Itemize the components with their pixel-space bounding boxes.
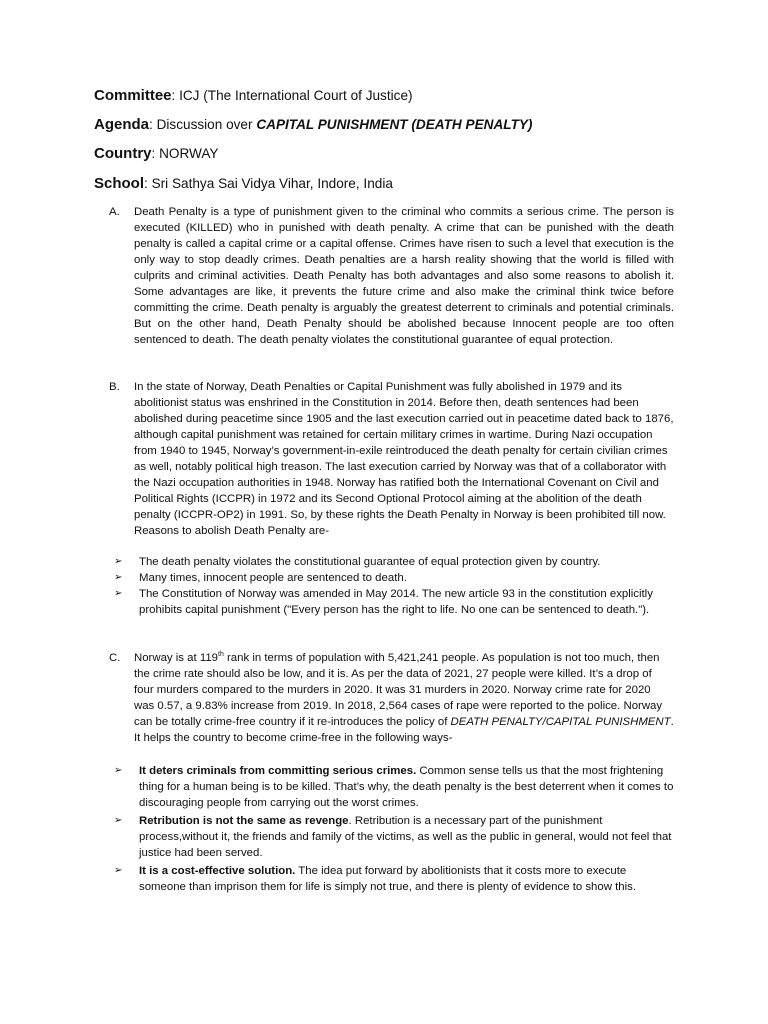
- section-a: [109, 204, 674, 348]
- country-label: Country: [94, 145, 152, 162]
- country-value: NORWAY: [159, 146, 219, 161]
- section-c-italic: DEATH PENALTY/CAPITAL PUNISHMENT: [450, 716, 671, 728]
- list-item: [114, 586, 676, 618]
- arrow-bullet-icon: ➢: [114, 556, 123, 567]
- bullet-text: . Retribution is a necessary part of the punishment process,without it, the friends and family of the victims, as well as the public in general, would not feel that justice had been served.: [139, 815, 672, 859]
- section-c: [109, 650, 674, 746]
- school-line: School: Sri Sathya Sai Vidya Vihar, Indore, India: [94, 175, 393, 192]
- school-value: Sri Sathya Sai Vidya Vihar, Indore, India: [151, 176, 393, 191]
- bullet-bold-lead: It deters criminals from committing serious crimes.: [139, 765, 417, 777]
- list-item: [114, 763, 676, 811]
- bullet-text: Many times, innocent people are sentenced to death.: [139, 572, 407, 584]
- section-c-bullet-list: [114, 763, 676, 897]
- arrow-bullet-icon: ➢: [114, 815, 123, 826]
- bullet-text: Common sense tells us that the most frightening thing for a human being is to be killed. That’s why, the death penalty is the best deterrent when it comes to discouraging people from carrying out the worst crimes.: [139, 765, 674, 809]
- school-label: School: [94, 175, 145, 192]
- agenda-emphasis: CAPITAL PUNISHMENT (DEATH PENALTY): [256, 117, 533, 132]
- section-b-bullet-list: [114, 554, 676, 618]
- section-b: [109, 379, 674, 539]
- bullet-text: The Constitution of Norway was amended in May 2014. The new article 93 in the constitution explicitly prohibits capital punishment ("Every person has the right to life. No one can be sentenced to death.").: [139, 588, 653, 616]
- arrow-bullet-icon: ➢: [114, 572, 123, 583]
- agenda-label: Agenda: [94, 116, 150, 133]
- section-b-marker: B.: [109, 381, 120, 393]
- section-a-text: Death Penalty is a type of punishment given to the criminal who commits a serious crime. The person is executed (KILLED) who in punished with death penalty. A crime that can be punished with the death penalty is called a capital crime or a capital offense. Crimes have risen to such a level that execution is the only way to stop deadly crimes. Death penalties are a harsh reality showing that the world is filled with culprits and criminal activities. Death Penalty has both advantages and also some reasons to abolish it. Some advantages are like, it prevents the future crime and also make the criminal think twice before committing the crime. Death penalty is arguably the greatest deterrent to criminals and potential criminals. But on the other hand, Death Penalty should be abolished because Innocent people are too often sentenced to death. The death penalty violates the constitutional guarantee of equal protection.: [134, 206, 674, 346]
- bullet-text: The death penalty violates the constitutional guarantee of equal protection given by country.: [139, 556, 601, 568]
- section-c-text-mid: rank in terms of population with 5,421,241 people. As population is not too much, then the crime rate should also be low, and it is. As per the data of 2021, 27 people were killed. It’s a drop of four murders compared to the murders in 2020. It was 31 murders in 2020. Norway crime rate for 2020 was 0.57, a 9.83% increase from 2019. In 2018, 2,564 cases of rape were reported to the police. Norway can be totally crime-free country if it re-introduces the policy of: [134, 652, 663, 728]
- section-b-text: In the state of Norway, Death Penalties or Capital Punishment was fully abolished in 1979 and its abolitionist status was enshrined in the Constitution in 2014. Before then, death sentences had been abolished during peacetime since 1905 and the last execution carried out in peacetime dated back to 1876, although capital punishment was retained for certain military crimes in wartime. During Nazi occupation from 1940 to 1945, Norway’s government-in-exile reintroduced the death penalty for certain civilian crimes as well, notably political high treason. The last execution carried by Norway was that of a collaborator with the Nazi occupation authorities in 1948. Norway has ratified both the International Covenant on Civil and Political Rights (ICCPR) in 1972 and its Second Optional Protocol aiming at the abolition of the death penalty (ICCPR-OP2) in 1991. So, by these rights the Death Penalty in Norway is been prohibited till now. Reasons to abolish Death Penalty are-: [134, 381, 674, 537]
- country-line: Country: NORWAY: [94, 145, 219, 162]
- committee-label: Committee: [94, 87, 172, 104]
- section-a-marker: A.: [109, 206, 120, 218]
- list-item: [114, 813, 676, 861]
- list-item: [114, 570, 676, 586]
- committee-value: ICJ (The International Court of Justice): [179, 88, 413, 103]
- arrow-bullet-icon: ➢: [114, 765, 123, 776]
- section-c-superscript: th: [218, 651, 224, 659]
- list-item: [114, 863, 676, 895]
- agenda-prefix: Discussion over: [156, 117, 257, 132]
- bullet-text: The idea put forward by abolitionists that it costs more to execute someone than imprison them for life is simply not true, and there is plenty of evidence to show this.: [139, 865, 637, 893]
- bullet-bold-lead: It is a cost-effective solution.: [139, 865, 296, 877]
- section-c-text-start: Norway is at 119: [134, 652, 218, 664]
- section-c-text-end: . It helps the country to become crime-free in the following ways-: [134, 716, 674, 744]
- arrow-bullet-icon: ➢: [114, 588, 123, 599]
- arrow-bullet-icon: ➢: [114, 865, 123, 876]
- committee-line: Committee: ICJ (The International Court of Justice): [94, 87, 413, 104]
- section-c-marker: C.: [109, 652, 121, 664]
- agenda-line: Agenda: Discussion over CAPITAL PUNISHMENT (DEATH PENALTY): [94, 116, 533, 133]
- bullet-bold-lead: Retribution is not the same as revenge: [139, 815, 349, 827]
- list-item: [114, 554, 676, 570]
